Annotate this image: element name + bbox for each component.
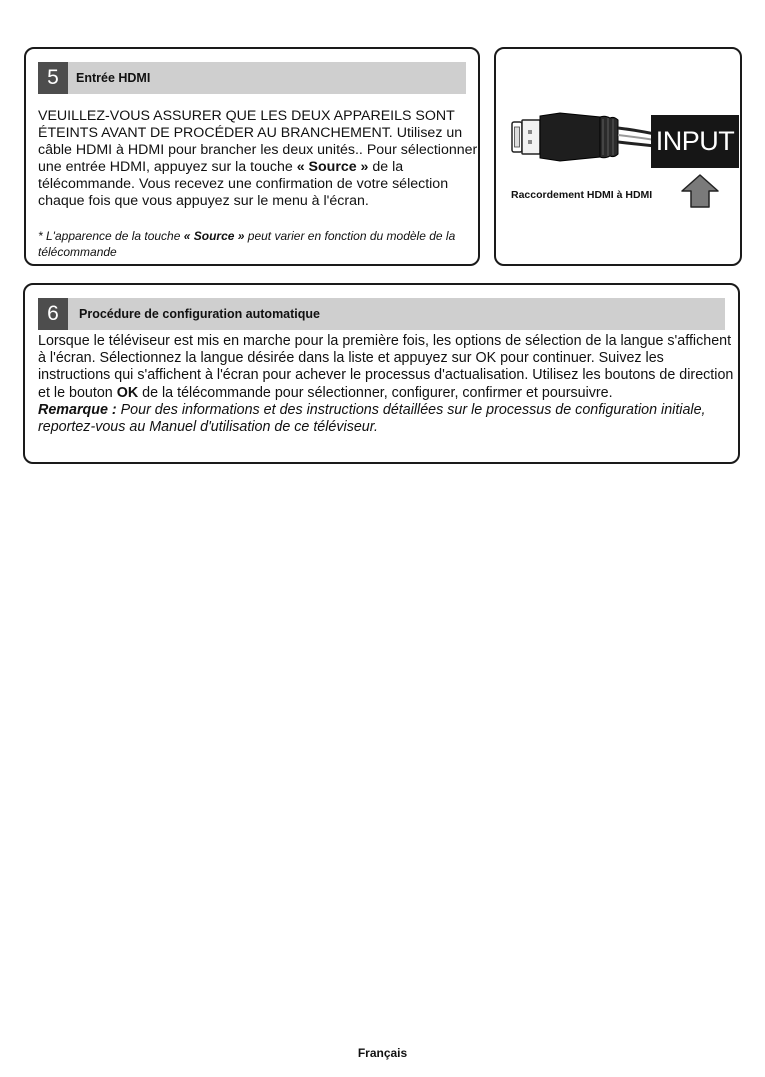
section-6-box [23,283,740,464]
section-5-box [24,47,480,266]
section-5-note [38,229,458,260]
section-6-number: 6 [38,298,68,330]
section-6-body [38,333,738,436]
section-6-text-b: de la télécommande pour sélectionner, configurer, confirmer et poursuivre. [138,384,613,401]
source-key-label: « Source » [296,159,369,175]
section-6-text-a: Lorsque le téléviseur est mis en marche pour la première fois, les options de sélection de la langue s'affichent à l'écran. Sélectionnez la langue désirée dans la liste et appuyez sur OK pour continuer. Suivez les instructions qui s'affichent à l'écran pour achever le processus d'actualisation. Utilisez les boutons de direction et le bouton [38,333,734,401]
input-label: INPUT [651,115,739,168]
hdmi-illustration-box [494,47,742,266]
section-6-title: Procédure de configuration automatique [79,307,320,321]
ok-key-label: OK [116,384,139,401]
note-source-key: « Source » [183,229,245,243]
section-5-text-a: Utilisez un câble HDMI à HDMI pour brancher les deux unités.. Pour sélectionner une entrée HDMI, appuyez sur la touche [38,125,478,175]
footer-language: Français [357,1046,408,1060]
section-5-number: 5 [38,62,68,94]
up-arrow-icon [680,173,720,209]
section-5-body [38,108,478,210]
section-5-caps-text: VEUILLEZ-VOUS ASSURER QUE LES DEUX APPAREILS SONT ÉTEINTS AVANT DE PROCÉDER AU BRANCHEMENT. [38,108,455,141]
section-5-title: Entrée HDMI [76,71,151,85]
note-prefix: * L'apparence de la touche [38,229,184,243]
remark-label: Remarque : [38,401,117,418]
hdmi-cable-icon [510,104,655,174]
hdmi-caption: Raccordement HDMI à HDMI [511,189,653,201]
section-5-header [38,62,466,94]
section-6-header [38,298,725,330]
note-suffix: peut varier en fonction du modèle de la télécommande [38,229,456,259]
section-5-text-b: de la télécommande. Vous recevez une confirmation de votre sélection chaque fois que vous appuyez sur le menu à l'écran. [38,159,449,209]
remark-text: Pour des informations et des instructions détaillées sur le processus de configuration initiale, reportez-vous au Manuel d'utilisation de ce téléviseur. [38,401,706,436]
